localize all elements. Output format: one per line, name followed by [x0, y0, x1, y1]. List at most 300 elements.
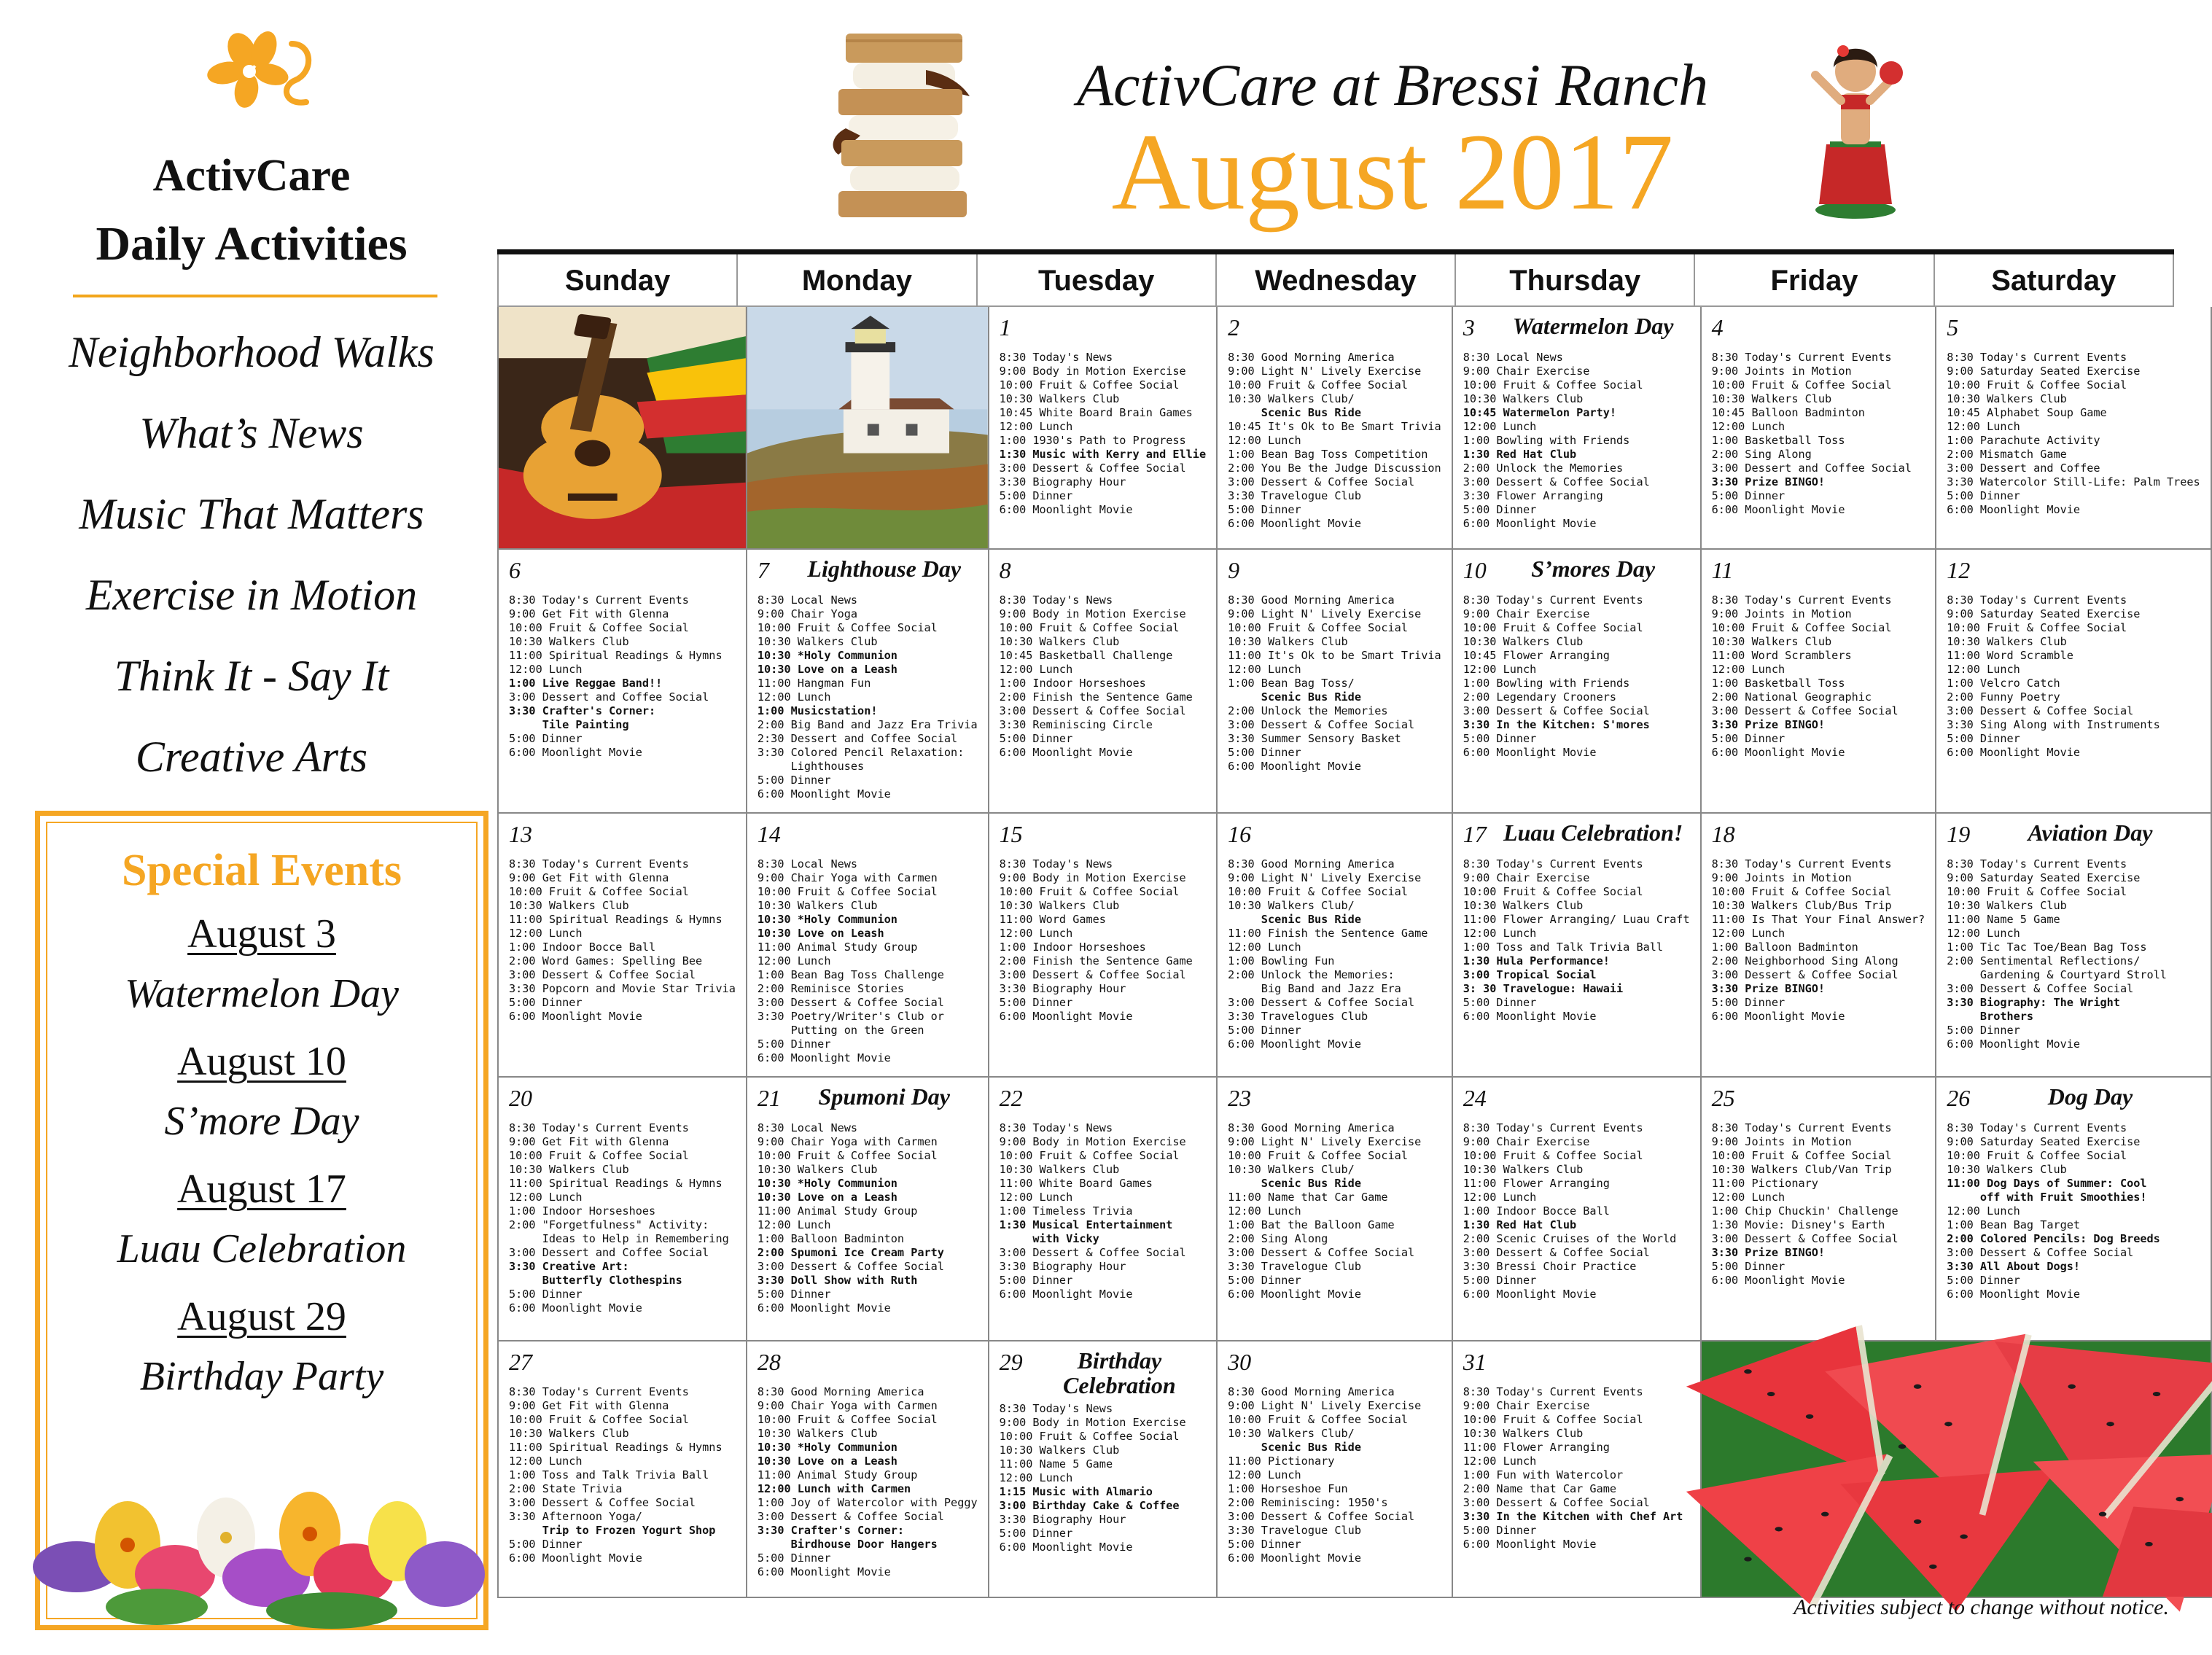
schedule-item: 12:00 Lunch — [1463, 420, 1537, 433]
schedule-item: 9:00 Body in Motion Exercise — [999, 1416, 1186, 1430]
day-cell — [988, 550, 1216, 814]
day-cell — [1216, 1341, 1452, 1598]
day-header — [1000, 1349, 1206, 1398]
schedule-item: 3:00 Dessert & Coffee Social — [999, 704, 1186, 717]
schedule-item: 10:00 Fruit & Coffee Social — [757, 885, 938, 898]
schedule-item: 11:00 Word Scramble — [1947, 649, 2073, 662]
schedule-item: 10:30 Walkers Club — [1711, 635, 1832, 648]
schedule-item: 11:00 Finish the Sentence Game — [1228, 927, 1428, 940]
schedule-item: 11:00 Pictionary — [1711, 1177, 1818, 1190]
day-header — [1947, 557, 2200, 589]
schedule-item: 12:00 Lunch — [1711, 927, 1785, 940]
schedule-item: 11:00 Hangman Fun — [757, 677, 871, 690]
schedule-item: 10:45 Flower Arranging — [1463, 649, 1610, 662]
activity-item: Exercise in Motion — [85, 571, 418, 619]
day-header — [1000, 1085, 1206, 1117]
schedule-item: 10:00 Fruit & Coffee Social — [509, 1149, 689, 1162]
schedule-item: 12:00 Lunch — [509, 1455, 583, 1468]
schedule-item: 6:00 Moonlight Movie — [509, 1301, 642, 1315]
schedule-item: 10:45 White Board Brain Games — [999, 406, 1193, 419]
schedule-item: 3:00 Dessert & Coffee Social — [757, 1510, 944, 1523]
schedule-item: 5:00 Dinner — [1463, 732, 1537, 745]
schedule-item: 5:00 Dinner — [757, 1551, 831, 1565]
schedule-item: 5:00 Dinner — [1463, 996, 1537, 1009]
schedule-item: 3:30 Biography Hour — [999, 982, 1126, 995]
schedule-item: 1:00 Indoor Bocce Ball — [509, 941, 656, 954]
day-cell — [497, 1341, 746, 1598]
calendar-top-rule — [497, 249, 2174, 254]
schedule-item: 5:00 Dinner — [1947, 489, 2020, 502]
schedule-item: 12:00 Lunch — [1947, 663, 2020, 676]
event-name: Luau Celebration — [117, 1226, 407, 1272]
schedule-item: 12:00 Lunch — [999, 663, 1073, 676]
schedule-item: 3:00 Dessert & Coffee Social — [1947, 982, 2134, 995]
schedule-item: 11:00 Word Games — [999, 913, 1106, 926]
day-cell — [746, 550, 988, 814]
schedule-item: 2:00 Sentimental Reflections/ — [1947, 954, 2141, 967]
event-name: Watermelon Day — [125, 971, 399, 1016]
schedule-item: 6:00 Moonlight Movie — [1711, 1274, 1845, 1287]
schedule-item: 9:00 Body in Motion Exercise — [999, 1135, 1186, 1148]
schedule-item: 5:00 Dinner — [757, 1288, 831, 1301]
schedule-item: 2:00 Big Band and Jazz Era Trivia — [757, 718, 978, 731]
schedule-item: 6:00 Moonlight Movie — [509, 746, 642, 759]
schedule-item: 3:30 Watercolor Still-Life: Palm Trees — [1947, 475, 2200, 488]
schedule-item: 6:00 Moonlight Movie — [1463, 517, 1597, 530]
schedule-item: 6:00 Moonlight Movie — [999, 1288, 1133, 1301]
schedule-item: 1:00 Parachute Activity — [1947, 434, 2100, 447]
schedule-item: 12:00 Lunch — [1228, 941, 1301, 954]
day-cell — [1700, 814, 1936, 1078]
special-day-title: Dog Day — [2047, 1083, 2133, 1110]
schedule-item: 10:30 Walkers Club — [1947, 392, 2067, 405]
schedule-item: 8:30 Today's Current Events — [1463, 1385, 1643, 1398]
schedule-item: 10:30 Love on a Leash — [757, 663, 897, 676]
lighthouse-image — [746, 307, 988, 550]
schedule-item: 3:30 Reminiscing Circle — [999, 718, 1153, 731]
activity-schedule — [509, 1121, 736, 1315]
day-number: 15 — [999, 821, 1023, 847]
schedule-item: 2:00 Word Games: Spelling Bee — [509, 954, 703, 967]
schedule-item: 3:30 Prize BINGO! — [1711, 1246, 1826, 1259]
activity-schedule — [1712, 351, 1925, 517]
activity-item: Neighborhood Walks — [69, 328, 435, 376]
schedule-item: Scenic Bus Ride — [1228, 913, 1361, 926]
watermelon-image — [1700, 1341, 2212, 1598]
schedule-item: 1:00 Indoor Horseshoes — [999, 677, 1146, 690]
day-header — [509, 1085, 736, 1117]
schedule-item: 10:30 Walkers Club — [1947, 1163, 2067, 1176]
schedule-item: 12:00 Lunch — [1711, 420, 1785, 433]
schedule-item: 1:00 Velcro Catch — [1947, 677, 2060, 690]
flowers-image — [47, 1457, 476, 1618]
schedule-item: 10:30 Walkers Club — [757, 635, 878, 648]
schedule-item: 10:30 Walkers Club/Bus Trip — [1711, 899, 1892, 912]
schedule-item: 8:30 Good Morning America — [1228, 857, 1395, 871]
schedule-item: 3:30 Bressi Choir Practice — [1463, 1260, 1637, 1273]
activity-schedule — [1463, 857, 1690, 1024]
schedule-item: 3:00 Dessert & Coffee Social — [1711, 704, 1898, 717]
schedule-item: 1:00 Bean Bag Toss Competition — [1228, 448, 1428, 461]
schedule-item: 6:00 Moonlight Movie — [1711, 1010, 1845, 1023]
schedule-item: 1:00 Indoor Bocce Ball — [1463, 1204, 1610, 1218]
schedule-item: 1:30 Hula Performance! — [1463, 954, 1610, 967]
schedule-item: 10:00 Fruit & Coffee Social — [1947, 378, 2127, 392]
schedule-item: 5:00 Dinner — [757, 1037, 831, 1051]
schedule-item: 6:00 Moonlight Movie — [1463, 1010, 1597, 1023]
divider — [73, 295, 437, 297]
schedule-item: 6:00 Moonlight Movie — [1947, 746, 2081, 759]
schedule-item: 6:00 Moonlight Movie — [1228, 760, 1361, 773]
schedule-item: 3:30 Biography Hour — [999, 1513, 1126, 1527]
ukulele-image — [497, 307, 746, 550]
schedule-item: Lighthouses — [757, 760, 865, 773]
schedule-item: 3:30 Summer Sensory Basket — [1228, 732, 1401, 745]
schedule-item: 3:00 Dessert and Coffee Social — [509, 1246, 709, 1259]
day-header — [1947, 821, 2200, 853]
activity-schedule — [1463, 593, 1690, 760]
schedule-item: 1:30 Movie: Disney's Earth — [1711, 1218, 1885, 1231]
day-cell — [988, 307, 1216, 550]
schedule-item: 6:00 Moonlight Movie — [757, 787, 891, 801]
schedule-item: 12:00 Lunch — [509, 663, 583, 676]
schedule-item: 9:00 Light N' Lively Exercise — [1228, 1399, 1422, 1412]
schedule-item: 12:00 Lunch — [1228, 1204, 1301, 1218]
schedule-item: 5:00 Dinner — [1711, 489, 1785, 502]
hula-doll-image — [1801, 13, 1910, 221]
day-number: 7 — [757, 557, 769, 583]
activity-schedule — [1712, 1121, 1925, 1288]
schedule-item: 6:00 Moonlight Movie — [1463, 1288, 1597, 1301]
schedule-item: 8:30 Today's Current Events — [1711, 351, 1892, 364]
day-number: 5 — [1947, 314, 1959, 340]
schedule-item: 8:30 Local News — [757, 1121, 858, 1134]
schedule-item: 3:00 Dessert & Coffee Social — [757, 1260, 944, 1273]
schedule-item: 5:00 Dinner — [999, 1527, 1073, 1541]
schedule-item: 10:00 Fruit & Coffee Social — [1228, 1149, 1408, 1162]
schedule-item: 1:00 Bean Bag Toss/ — [1228, 677, 1355, 690]
day-cell — [988, 1078, 1216, 1341]
schedule-item: 12:00 Lunch with Carmen — [757, 1482, 911, 1495]
schedule-item: 9:00 Get Fit with Glenna — [509, 1399, 669, 1412]
special-day-title: S’mores Day — [1531, 556, 1656, 582]
day-number: 11 — [1711, 557, 1734, 583]
day-cell — [746, 1341, 988, 1598]
schedule-item: 10:00 Fruit & Coffee Social — [1228, 1413, 1408, 1426]
activity-item: Creative Arts — [135, 733, 368, 781]
schedule-item: 3:30 Creative Art: — [509, 1260, 629, 1273]
schedule-item: 1:30 Red Hat Club — [1463, 448, 1577, 461]
schedule-item: 12:00 Lunch — [1947, 420, 2020, 433]
schedule-item: 11:00 Animal Study Group — [757, 1468, 918, 1481]
day-number: 28 — [757, 1349, 781, 1375]
schedule-item: 11:00 Is That Your Final Answer? — [1711, 913, 1925, 926]
schedule-item: 3:00 Dessert & Coffee Social — [509, 1496, 696, 1509]
weekday-label: Thursday — [1454, 254, 1694, 307]
day-header — [1000, 821, 1206, 853]
schedule-item: 9:00 Chair Yoga with Carmen — [757, 1399, 938, 1412]
event-name: S’more Day — [164, 1099, 359, 1144]
schedule-item: 10:45 Watermelon Party! — [1463, 406, 1617, 419]
day-cell — [1216, 550, 1452, 814]
schedule-item: 1:00 Timeless Trivia — [999, 1204, 1133, 1218]
schedule-item: 10:00 Fruit & Coffee Social — [1463, 621, 1643, 634]
schedule-item: 1:00 Bowling with Friends — [1463, 434, 1630, 447]
schedule-item: 8:30 Local News — [1463, 351, 1563, 364]
day-header — [509, 821, 736, 853]
schedule-item: 12:00 Lunch — [757, 690, 831, 704]
day-header — [1228, 557, 1441, 589]
schedule-item: 5:00 Dinner — [1711, 996, 1785, 1009]
schedule-item: 10:30 *Holy Communion — [757, 913, 897, 926]
schedule-item: 9:00 Saturday Seated Exercise — [1947, 1135, 2141, 1148]
special-events-title: Special Events — [121, 846, 402, 895]
schedule-item: 1:00 Joy of Watercolor with Peggy — [757, 1496, 978, 1509]
schedule-item: 10:00 Fruit & Coffee Social — [1711, 885, 1892, 898]
schedule-item: 11:00 Word Scramblers — [1711, 649, 1852, 662]
activity-schedule — [758, 857, 978, 1065]
schedule-item: 10:30 Love on Leash — [757, 927, 884, 940]
schedule-item: 5:00 Dinner — [1228, 1274, 1301, 1287]
schedule-item: 3:30 Doll Show with Ruth — [757, 1274, 918, 1287]
schedule-item: 5:00 Dinner — [1228, 746, 1301, 759]
schedule-item: 6:00 Moonlight Movie — [757, 1051, 891, 1064]
schedule-item: 11:00 Name 5 Game — [1947, 913, 2060, 926]
schedule-item: 10:30 Walkers Club — [509, 635, 629, 648]
schedule-item: 2:00 Reminiscing: 1950's — [1228, 1496, 1388, 1509]
schedule-item: 8:30 Local News — [757, 857, 858, 871]
schedule-item: 10:30 Walkers Club — [999, 1444, 1120, 1457]
activity-list — [0, 312, 503, 798]
schedule-item: 10:00 Fruit & Coffee Social — [1463, 1413, 1643, 1426]
schedule-item: 3:30 Travelogues Club — [1228, 1010, 1368, 1023]
schedule-item: 3:00 Dessert & Coffee Social — [999, 1246, 1186, 1259]
brand-subtitle: Daily Activities — [96, 217, 408, 270]
schedule-item: off with Fruit Smoothies! — [1947, 1191, 2147, 1204]
schedule-item: 5:00 Dinner — [1947, 1274, 2020, 1287]
schedule-item: 10:00 Fruit & Coffee Social — [509, 885, 689, 898]
schedule-item: 6:00 Moonlight Movie — [757, 1565, 891, 1578]
schedule-item: 11:00 Animal Study Group — [757, 1204, 918, 1218]
schedule-item: 12:00 Lunch — [509, 1191, 583, 1204]
schedule-item: 9:00 Light N' Lively Exercise — [1228, 365, 1422, 378]
day-number: 22 — [999, 1085, 1023, 1111]
day-number: 10 — [1463, 557, 1487, 583]
schedule-item: 3:00 Dessert & Coffee Social — [1228, 718, 1415, 731]
schedule-item: 12:00 Lunch — [757, 954, 831, 967]
schedule-item: 8:30 Today's Current Events — [1711, 593, 1892, 607]
schedule-item: 2:00 "Forgetfulness" Activity: — [509, 1218, 709, 1231]
day-number: 13 — [509, 821, 532, 847]
special-day-title: Luau Celebration! — [1503, 819, 1683, 846]
schedule-item: 12:00 Lunch — [1228, 663, 1301, 676]
schedule-item: 1:00 Balloon Badminton — [757, 1232, 905, 1245]
schedule-item: 9:00 Chair Exercise — [1463, 365, 1590, 378]
schedule-item: 3:30 Popcorn and Movie Star Trivia — [509, 982, 736, 995]
schedule-item: 2:00 Mismatch Game — [1947, 448, 2067, 461]
day-number: 14 — [757, 821, 781, 847]
day-header — [1463, 821, 1690, 853]
schedule-item: 8:30 Today's Current Events — [1711, 857, 1892, 871]
schedule-item: 1:00 Indoor Horseshoes — [999, 941, 1146, 954]
schedule-item: 8:30 Today's Current Events — [1947, 351, 2127, 364]
day-header — [1228, 1349, 1441, 1381]
day-number: 17 — [1463, 821, 1487, 847]
schedule-item: 9:00 Joints in Motion — [1711, 365, 1852, 378]
schedule-item: 2:00 You Be the Judge Discussion — [1228, 462, 1441, 475]
schedule-item: 3:30 Prize BINGO! — [1711, 718, 1826, 731]
schedule-item: 6:00 Moonlight Movie — [1947, 503, 2081, 516]
schedule-item: 3:00 Dessert & Coffee Social — [1463, 1246, 1650, 1259]
schedule-item: 11:00 Name that Car Game — [1228, 1191, 1388, 1204]
schedule-item: 10:30 *Holy Communion — [757, 1441, 897, 1454]
schedule-item: 10:00 Fruit & Coffee Social — [1711, 378, 1892, 392]
schedule-item: 1:30 Red Hat Club — [1463, 1218, 1577, 1231]
day-cell — [497, 1078, 746, 1341]
schedule-item: 2:00 Sing Along — [1228, 1232, 1328, 1245]
schedule-item: 9:00 Saturday Seated Exercise — [1947, 607, 2141, 620]
activity-schedule — [1228, 351, 1441, 531]
schedule-item: 9:00 Chair Yoga with Carmen — [757, 1135, 938, 1148]
activity-schedule — [1463, 1121, 1690, 1301]
schedule-item: 10:00 Fruit & Coffee Social — [1463, 885, 1643, 898]
brand-name: ActivCare — [152, 151, 351, 200]
day-header — [1000, 557, 1206, 589]
day-number: 24 — [1463, 1085, 1487, 1111]
schedule-item: Putting on the Green — [757, 1024, 924, 1037]
schedule-item: 3:30 All About Dogs! — [1947, 1260, 2081, 1273]
schedule-item: 5:00 Dinner — [1228, 503, 1301, 516]
schedule-item: 2:00 Name that Car Game — [1463, 1482, 1617, 1495]
day-number: 1 — [999, 314, 1011, 340]
day-number: 23 — [1228, 1085, 1252, 1111]
schedule-item: 3:00 Dessert & Coffee Social — [999, 462, 1186, 475]
schedule-item: Scenic Bus Ride — [1228, 1177, 1361, 1190]
schedule-item: 12:00 Lunch — [1463, 927, 1537, 940]
schedule-item: 10:30 Walkers Club — [509, 899, 629, 912]
activity-schedule — [1000, 351, 1206, 517]
schedule-item: 10:00 Fruit & Coffee Social — [757, 1413, 938, 1426]
schedule-item: 10:30 Love on a Leash — [757, 1191, 897, 1204]
schedule-item: 10:00 Fruit & Coffee Social — [1463, 1149, 1643, 1162]
schedule-item: 5:00 Dinner — [999, 732, 1073, 745]
schedule-item: 10:30 Walkers Club — [1463, 899, 1584, 912]
schedule-item: 12:00 Lunch — [1228, 434, 1301, 447]
day-cell — [1935, 307, 2211, 550]
schedule-item: 10:30 Walkers Club — [757, 1163, 878, 1176]
schedule-item: 1:00 Bat the Balloon Game — [1228, 1218, 1395, 1231]
day-number: 12 — [1947, 557, 1971, 583]
schedule-item: 2:00 National Geographic — [1711, 690, 1872, 704]
schedule-item: 10:30 Walkers Club — [999, 899, 1120, 912]
special-day-title: Aviation Day — [2028, 819, 2153, 846]
schedule-item: 11:00 Dog Days of Summer: Cool — [1947, 1177, 2147, 1190]
schedule-item: 10:30 Walkers Club/Van Trip — [1711, 1163, 1892, 1176]
special-day-title: Watermelon Day — [1512, 313, 1674, 339]
schedule-item: 3:00 Tropical Social — [1463, 968, 1597, 981]
activity-schedule — [1463, 1385, 1690, 1551]
activity-schedule — [1000, 1121, 1206, 1301]
schedule-item: 5:00 Dinner — [1463, 1274, 1537, 1287]
schedule-item: 10:00 Fruit & Coffee Social — [1463, 378, 1643, 392]
schedule-item: 9:00 Chair Exercise — [1463, 607, 1590, 620]
day-number: 26 — [1947, 1085, 1971, 1111]
day-cell — [1935, 1078, 2211, 1341]
schedule-item: 11:00 Spiritual Readings & Hymns — [509, 1441, 723, 1454]
schedule-item: 3:00 Dessert & Coffee Social — [1463, 1496, 1650, 1509]
schedule-item: 12:00 Lunch — [509, 927, 583, 940]
activity-schedule — [509, 1385, 736, 1565]
schedule-item: 2:00 Unlock the Memories: — [1228, 968, 1395, 981]
schedule-item: 10:45 Balloon Badminton — [1711, 406, 1865, 419]
day-number: 25 — [1711, 1085, 1735, 1111]
schedule-item: 12:00 Lunch — [1463, 1191, 1537, 1204]
schedule-item: 10:00 Fruit & Coffee Social — [1947, 1149, 2127, 1162]
schedule-item: 8:30 Today's News — [999, 1402, 1113, 1416]
schedule-item: Brothers — [1947, 1010, 2034, 1023]
schedule-item: 2:00 Spumoni Ice Cream Party — [757, 1246, 944, 1259]
activity-schedule — [1228, 857, 1441, 1051]
schedule-item: 6:00 Moonlight Movie — [757, 1301, 891, 1315]
schedule-item: 3:00 Dessert & Coffee Social — [1947, 1246, 2134, 1259]
day-number: 6 — [509, 557, 521, 583]
schedule-item: 9:00 Light N' Lively Exercise — [1228, 871, 1422, 884]
schedule-item: 10:00 Fruit & Coffee Social — [1711, 621, 1892, 634]
schedule-item: 10:30 Walkers Club — [1463, 635, 1584, 648]
schedule-item: 9:00 Chair Exercise — [1463, 1399, 1590, 1412]
schedule-item: 2:00 Sing Along — [1711, 448, 1812, 461]
day-cell — [497, 814, 746, 1078]
schedule-item: 10:30 Walkers Club/ — [1228, 1163, 1355, 1176]
event-date: August 3 — [187, 911, 336, 957]
schedule-item: Birdhouse Door Hangers — [757, 1538, 938, 1551]
day-header — [1712, 821, 1925, 853]
schedule-item: 3:30 Biography Hour — [999, 1260, 1126, 1273]
schedule-item: 9:00 Get Fit with Glenna — [509, 871, 669, 884]
schedule-item: 10:00 Fruit & Coffee Social — [999, 1430, 1180, 1444]
day-number: 21 — [757, 1085, 781, 1111]
activity-schedule — [1463, 351, 1690, 531]
event-date: August 17 — [177, 1167, 346, 1212]
schedule-item: 3:00 Dessert & Coffee Social — [1947, 704, 2134, 717]
day-cell — [1935, 814, 2211, 1078]
schedule-item: 11:00 Flower Arranging — [1463, 1177, 1610, 1190]
schedule-item: 5:00 Dinner — [1711, 1260, 1785, 1273]
weekday-label: Wednesday — [1215, 254, 1454, 307]
page-title: ActivCare at Bressi Ranch — [1076, 52, 1709, 118]
schedule-item: 3:00 Dessert & Coffee Social — [1228, 1510, 1415, 1523]
schedule-item: 8:30 Today's News — [999, 857, 1113, 871]
schedule-item: 12:00 Lunch — [999, 420, 1073, 433]
schedule-item: 3:30 Prize BINGO! — [1711, 475, 1826, 488]
schedule-item: 5:00 Dinner — [1228, 1538, 1301, 1551]
day-number: 3 — [1463, 314, 1475, 340]
event-date: August 29 — [177, 1294, 346, 1339]
schedule-item: 2:00 State Trivia — [509, 1482, 623, 1495]
schedule-item: 3:30 In the Kitchen with Chef Art — [1463, 1510, 1683, 1523]
weekday-label: Monday — [736, 254, 975, 307]
schedule-item: 3:00 Dessert and Coffee Social — [1711, 462, 1912, 475]
schedule-item: 10:00 Fruit & Coffee Social — [509, 621, 689, 634]
schedule-item: 8:30 Good Morning America — [1228, 351, 1395, 364]
schedule-item: 9:00 Body in Motion Exercise — [999, 871, 1186, 884]
schedule-item: 5:00 Dinner — [1463, 1524, 1537, 1537]
day-header — [1947, 314, 2200, 346]
weekday-label: Tuesday — [976, 254, 1215, 307]
schedule-item: 8:30 Good Morning America — [1228, 1121, 1395, 1134]
disclaimer: Activities subject to change without notice. — [1794, 1595, 2169, 1619]
weekday-label: Saturday — [1933, 254, 2174, 307]
